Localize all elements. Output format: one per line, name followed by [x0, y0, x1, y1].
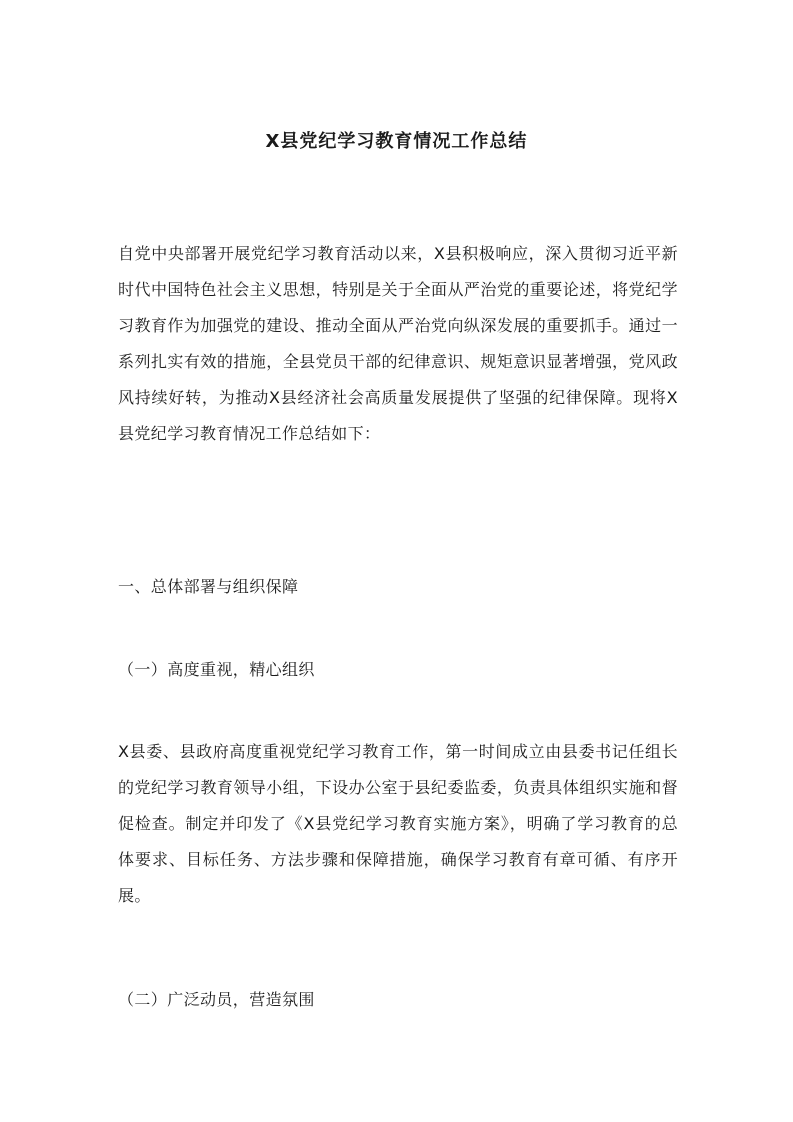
section-heading-1: 一、总体部署与组织保障 [118, 577, 299, 596]
subsection-paragraph-1: X县委、县政府高度重视党纪学习教育工作，第一时间成立由县委书记任组长的党纪学习教育领导小组，下设办公室于县纪委监委，负责具体组织实施和督促检查。制定并印发了《X县党纪学习教育实施方案》，明确了学习教育的总体要求、目标任务、方法步骤和保障措施，确保学习教育有章可循、有序开展。 [118, 742, 678, 905]
intro-paragraph: 自党中央部署开展党纪学习教育活动以来，X县积极响应，深入贯彻习近平新时代中国特色社会主义思想，特别是关于全面从严治党的重要论述，将党纪学习教育作为加强党的建设、推动全面从严治党向纵深发展的重要抓手。通过一系列扎实有效的措施，全县党员干部的纪律意识、规矩意识显著增强，党风政风持续好转，为推动X县经济社会高质量发展提供了坚强的纪律保障。现将X县党纪学习教育情况工作总结如下： [118, 244, 678, 443]
subsection-heading-1: （一）高度重视，精心组织 [118, 660, 315, 679]
subsection-heading-2: （二）广泛动员，营造氛围 [118, 990, 315, 1009]
document-title: X县党纪学习教育情况工作总结 [265, 131, 528, 152]
